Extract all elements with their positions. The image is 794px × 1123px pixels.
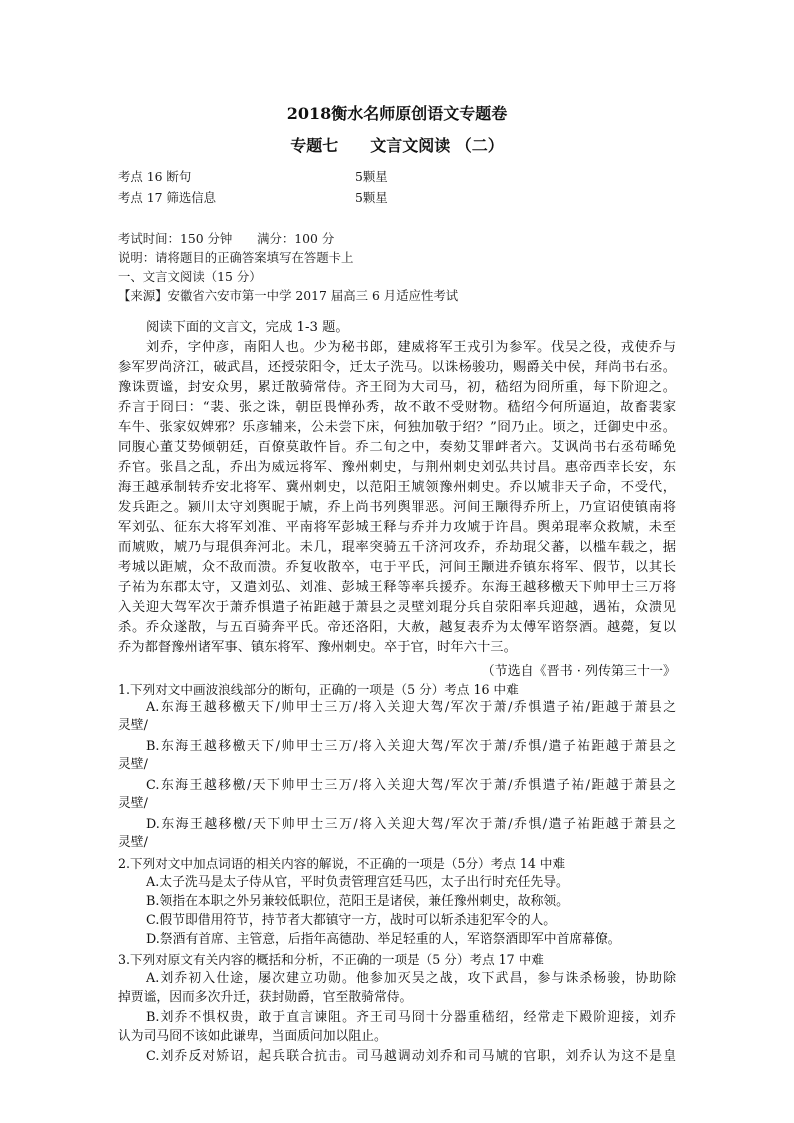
section-heading: 一、文言文阅读（15 分） [118, 269, 262, 284]
option-line: B.领指在本职之外另兼较低职位，范阳王是诸侯，兼任豫州刺史，故称领。 [146, 894, 569, 909]
option-cont: 灵壁/ [118, 757, 148, 772]
passage-line: 乔言于冏曰：“裴、张之诛，朝臣畏惮孙秀，故不敢不受财物。嵇绍今何所逼迫，故畜裴家 [118, 400, 676, 415]
option-line: C.假节即借用符节，持节者大都镇守一方，战时可以斩杀违犯军令的人。 [146, 913, 557, 928]
option-line: C.东海王越移檄/天下帅甲士三万/将入关迎大驾/军次于萧/乔惧遣子祐/距越于萧县之 [146, 778, 676, 793]
passage-line: 子祐为东郡太守，又遣刘弘、刘准、彭城王释等率兵援乔。东海王越移檄天下帅甲士三万将 [118, 580, 676, 595]
question-stem: 1.下列对文中画波浪线部分的断句，正确的一项是（5 分）考点 16 中难 [118, 682, 519, 697]
passage-line: 入关迎大驾军次于萧乔惧遣子祐距越于萧县之灵壁刘琨分兵自荥阳率兵迎越，遇祐，众溃见 [118, 600, 676, 615]
doc-title: 2018衡水名师原创语文专题卷 [286, 104, 508, 123]
doc-subtitle: 专题七 文言文阅读 （二） [290, 136, 504, 155]
passage-line: 考城以距虓，众不敌而溃。乔复收散卒，屯于平氏，河间王颙进乔镇东将军、假节，以其长 [118, 560, 676, 575]
passage-line: 而虓败，虓乃与琨俱奔河北。未几，琨率突骑五千济河攻乔，乔劫琨父蕃，以槛车载之，据 [118, 540, 676, 555]
option-cont: 灵壁/ [118, 835, 148, 850]
kaodian-name: 考点 16 断句 [118, 169, 192, 184]
option-line: A.刘乔初入仕途，屡次建立功勋。他参加灭吴之战，攻下武昌，参与诛杀杨骏，协助除 [146, 971, 676, 986]
option-line: C.刘乔反对矫诏，起兵联合抗击。司马越调动刘乔和司马虓的官职，刘乔认为这不是皇 [146, 1049, 676, 1064]
passage-line: 刘乔，字仲彦，南阳人也。少为秘书郎，建威将军王戎引为参军。伐吴之役，戎使乔与 [146, 340, 676, 355]
kaodian-name: 考点 17 筛选信息 [118, 190, 216, 205]
passage-source-note: （节选自《晋书 · 列传第三十一》 [481, 664, 676, 679]
kaodian-row [118, 168, 191, 185]
option-cont: 灵壁/ [118, 796, 148, 811]
passage-line: 海王越承制转乔安北将军、冀州刺史，以范阳王虓领豫州刺史。乔以虓非天子命，不受代， [118, 480, 676, 495]
kaodian-stars: 5颗星 [355, 190, 388, 205]
passage-line: 车牛、张家奴婢邪？乐彦辅来，公未尝下床，何独加敬于绍？”冏乃止。顷之，迁御史中丞。 [118, 420, 676, 435]
question-stem: 2.下列对文中加点词语的相关内容的解说，不正确的一项是（5分）考点 14 中难 [118, 856, 566, 871]
passage-line: 同腹心董艾势倾朝廷，百僚莫敢忤旨。乔二旬之中，奏劾艾罪衅者六。艾讽尚书右丞苟晞免 [118, 440, 676, 455]
option-line: B.刘乔不惧权贵，敢于直言谏阻。齐王司马冏十分器重嵇绍，经常走下殿阶迎接，刘乔 [146, 1010, 676, 1025]
kaodian-row [118, 189, 216, 206]
question-stem: 3.下列对原文有关内容的概括和分析，不正确的一项是（5 分）考点 17 中难 [118, 952, 544, 967]
option-cont: 灵壁/ [118, 718, 148, 733]
option-cont: 认为司马冏不该如此谦卑，当面质问加以阻止。 [118, 1029, 387, 1044]
option-line: D.祭酒有首席、主管意，后指年高德劭、举足轻重的人，军谘祭酒即军中首席幕僚。 [146, 932, 621, 947]
passage-line: 参军罗尚济江，破武昌，还授荥阳令，迁太子洗马。以诛杨骏功，赐爵关中侯，拜尚书右丞。 [118, 360, 676, 375]
option-line: D.东海王越移檄/天下帅甲士三万/将入关迎大驾/军次于萧/乔惧/遣子祐距越于萧县之 [146, 817, 676, 832]
option-line: B.东海王越移檄天下/帅甲士三万/将入关迎大驾/军次于萧/乔惧/遣子祐距越于萧县之 [146, 739, 676, 754]
option-cont: 掉贾谧，因而多次升迁，获封勋爵，官至散骑常侍。 [118, 990, 413, 1005]
passage-line: 杀。乔众遂散，与五百骑奔平氏。帝还洛阳，大赦，越复表乔为太傅军谘祭酒。越薨，复以 [118, 620, 676, 635]
passage-intro: 阅读下面的文言文，完成 1-3 题。 [146, 320, 349, 335]
source-line: 【来源】安徽省六安市第一中学 2017 届高三 6 月适应性考试 [118, 288, 459, 303]
option-line: A.太子洗马是太子侍从官，平时负责管理宫廷马匹，太子出行时充任先导。 [146, 875, 569, 890]
passage-line: 豫诛贾谧，封安众男，累迁散骑常侍。齐王冏为大司马，初，嵇绍为冏所重，每下阶迎之。 [118, 380, 676, 395]
exam-instruction: 说明：请将题目的正确答案填写在答题卡上 [118, 250, 354, 265]
passage-line: 乔为都督豫州诸军事、镇东将军、豫州刺史。卒于官，时年六十三。 [118, 640, 517, 655]
option-line: A.东海王越移檄天下/帅甲士三万/将入关迎大驾/军次于萧/乔惧遣子祐/距越于萧县之 [146, 700, 676, 715]
exam-time: 考试时间：150 分钟 满分：100 分 [118, 231, 335, 246]
passage-line: 军刘弘、征东大将军刘准、平南将军彭城王释与乔并力攻虓于许昌。舆弟琨率众救虓，未至 [118, 520, 676, 535]
kaodian-stars: 5颗星 [355, 169, 388, 184]
passage-line: 乔官。张昌之乱，乔出为威远将军、豫州刺史，与荆州刺史刘弘共讨昌。惠帝西幸长安，东 [118, 460, 676, 475]
passage-line: 发兵距之。颍川太守刘舆昵于虓，乔上尚书列舆罪恶。河间王颙得乔所上，乃宣诏使镇南将 [118, 500, 676, 515]
